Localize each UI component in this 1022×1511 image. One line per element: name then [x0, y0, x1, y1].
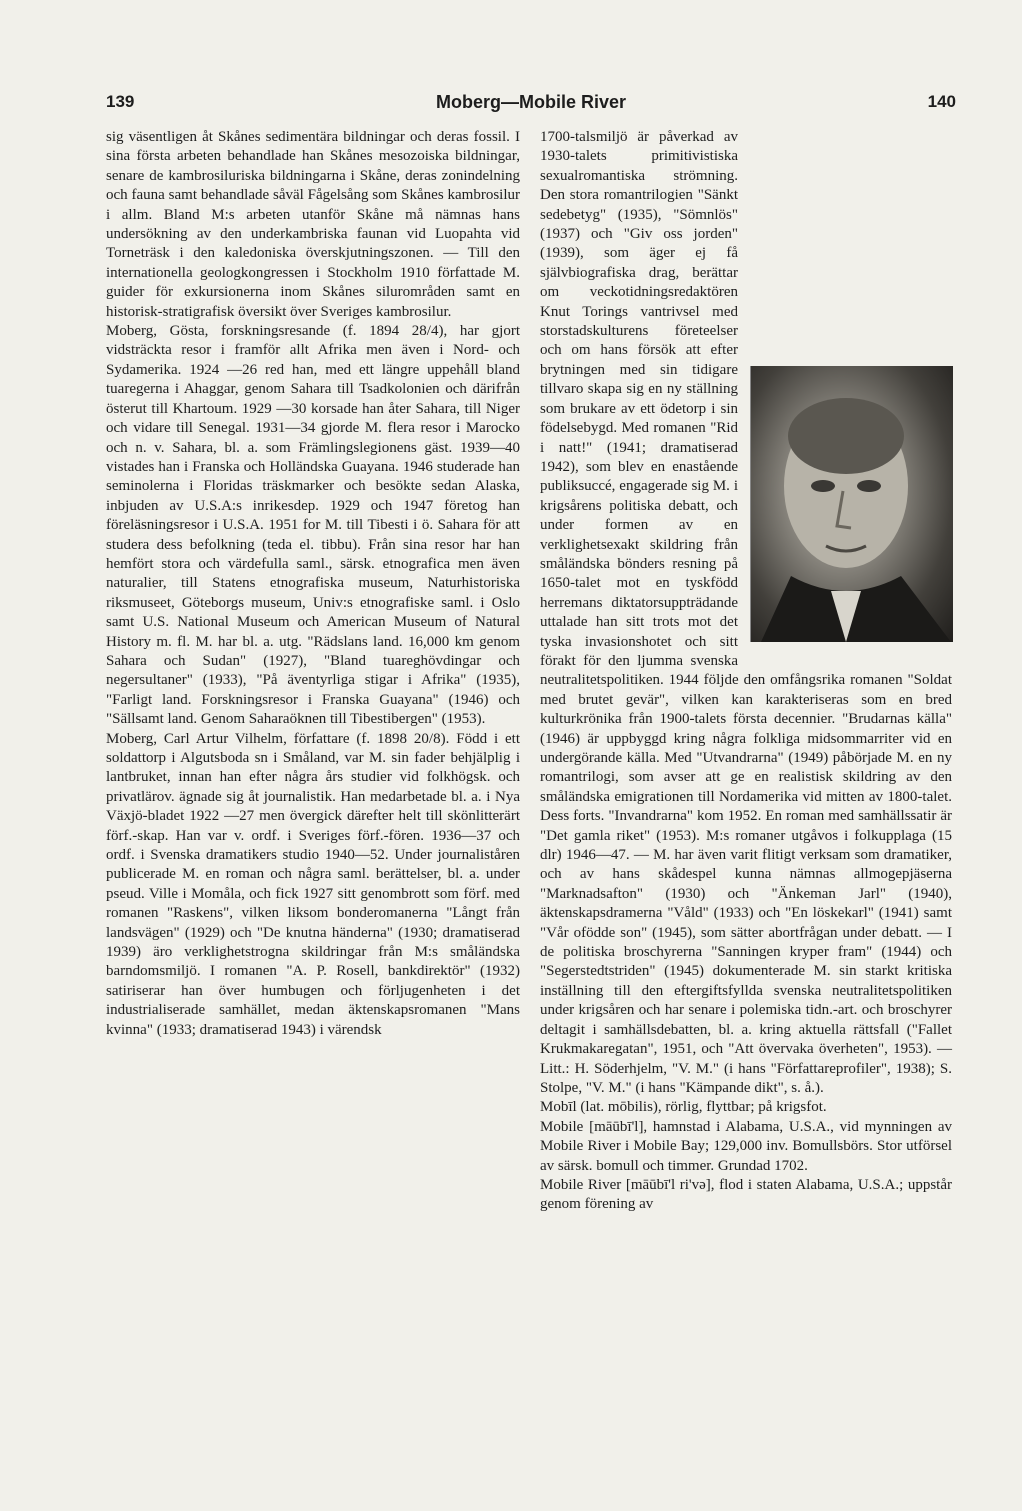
entry-mobil: Mobīl (lat. mōbilis), rörlig, flyttbar; på krigsfot.: [540, 1099, 827, 1116]
left-column: [106, 128, 520, 1040]
entry-moberg-gosta: Moberg, Gösta, forskningsresande (f. 1894 28/4), har gjort vidsträckta resor i framför allt Afrika men även i Nord- och Sydamerika. 1924 —26 red han, med ett längre uppehåll bland tuaregerna i Ahaggar, genom Sahara till Tsadkolonien och därifrån österut till Khartoum. 1929 —30 korsade han åter Sahara, till Niger och vidare till Senegal. 1931—34 gjorde M. flera resor i Marocko och n. v. Sahara, bl. a. som Främlingslegionens gäst. 1939—40 vistades han i Franska och Holländska Guayana. 1946 studerade han seminolerna i Floridas träskmarker och besökte sedan Alaska, inbjuden av U.S.A:s inrikesdep. 1929 och 1947 företog han föreläsningsresor i U.S.A. 1951 for M. till Tibesti i ö. Sahara för att studera dess befolkning (teda el. tibbu). Från sina resor har han hemfört stora och värdefulla saml., särsk. etnografica men även naturalier, till Statens etnografiska museum, Naturhistoriska riksmuseet, Göteborgs museum, Univ:s etnografiske saml. i Oslo samt U.S. National Museum och American Museum of Natural History m. fl. M. har bl. a. utg. "Rädslans land. 16,000 km genom Sahara och Sudan" (1927), "Bland tuareghövdingar och negersultaner" (1933), "På äventyrliga stigar i Afrika" (1935), "Farligt land. Forskningsresor i Franska Guayana" (1946) och "Sällsamt land. Genom Saharaöknen till Tibestibergen" (1953).: [106, 323, 520, 728]
paragraph: 1700-talsmiljö är påverkad av 1930-talets primitivistiska sexualromantiska strömning. Den stora romantrilogien "Sänkt sedebetyg" (1935), "Sömnlös" (1937) och "Giv oss jorden" (1939), som äger ej få självbiografiska drag, berättar om veckotidningsredaktören Knut Torings vantrivsel med storstadskulturens företeelser och om hans försök att efter brytningen med sin tidigare tillvaro skapa sig en ny ställning som brukare av ett ödetorp i sin födelsebygd. Med romanen "Rid i natt!" (1941; dramatiserad 1942), som blev en enastående publiksuccé, engagerade sig M. i krigsårens politiska debatt, och under formen av en verklighetsexakt skildring från småländska bönders resning på 1650-talet mot en tyskfödd herremans diktatorsuppträdande uttalade han sitt trots mot det tyska invasionshotet och sitt förakt för den ljumma svenska neutralitetspolitiken. 1944 följde den omfångsrika romanen "Soldat med brutet gevär", vilken kan karakteriseras som en bred kulturkrönika från 1900-talets första decennier. "Brudarnas källa" (1946) är uppbyggd kring några folkliga midsommarriter vid en undergörande källa. Med "Utvandrarna" (1949) påbörjade M. en ny romantrilogi, som avser att ge en realistisk skildring av den småländska emigrationen till Nordamerika vid mitten av 1800-talet. Dess forts. "Invandrarna" kom 1952. En roman med samhällssatir är "Det gamla riket" (1953). M:s romaner utgåvos i folkupplaga (15 dlr) 1946—47. — M. har även varit flitigt verksam som dramatiker, och av hans skådespel kunna nämnas allmogepjäserna "Marknadsafton" (1930) och "Änkeman Jarl" (1940), äktenskapsdramerna "Våld" (1933) och "En löskekarl" (1941) samt "Vår ofödde son" (1945), som sätter abortfrågan under debatt. — I de politiska broschyrerna "Sanningen kryper fram" (1944) och "Segerstedtstriden" (1945) dokumenterade M. sin starkt kritiska inställning till den eftergiftsfyllda svenska neutralitetspolitiken under krigsåren och har senare i polemiska tidn.-art. och broschyrer deltagit i samhällsdebatten, bl. a. kring aktuella rättsfall ("Fallet Krukmakaregatan", 1951, och "Att övervaka överheten", 1953). — Litt.: H. Söderhjelm, "V. M." (i hans "Författareprofiler", 1938); S. Stolpe, "V. M." (i hans "Kämpande dikt", s. å.).: [540, 129, 952, 1096]
portrait-photo: [750, 366, 953, 642]
portrait-icon: [751, 366, 953, 642]
paragraph: sig väsentligen åt Skånes sedimentära bildningar och deras fossil. I sina första arbeten behandlade han Skånes mesozoiska bildningar, senare de kambrosiluriska bildningarna i Skåne, deras zonindelning och fauna samt behandlade såväl Fågelsång som Skånes kambrosilur i allm. Bland M:s arbeten utanför Skåne må nämnas hans undersökning av den underkambriska faunan vid Luopahta vid Torneträsk i den kaledoniska överskjutningszonen. — Till den internationella geologkongressen i Stockholm 1910 författade M. guider för exkursionerna inom Skånes silurområden samt en historisk-stratigrafisk översikt över Sveriges kambrosilur.: [106, 129, 520, 320]
right-page-number: 140: [927, 92, 956, 111]
entry-mobile-river: Mobile River [māūbī'l ri'və], flod i staten Alabama, U.S.A.; uppstår genom förening av: [540, 1176, 952, 1213]
running-title: Moberg—Mobile River: [435, 92, 627, 112]
left-page-number: 139: [106, 92, 135, 111]
page-header: [106, 92, 956, 116]
entry-moberg-vilhelm: Moberg, Carl Artur Vilhelm, författare (f. 1898 20/8). Född i ett soldattorp i Algutsboda sn i Småland, var M. sin fader behjälplig i lantbruket, innan han efter några års studier vid folkhögsk. och privatlärov. ägnade sig åt journalistik. Han medarbetade bl. a. i Nya Växjö-bladet 1922 —27 men övergick därefter helt till skönlitterärt förf.-skap. Han var v. ordf. i Sveriges förf.-fören. 1936—37 och ordf. i Svenska dramatikers studio 1940—52. Under journaliståren publicerade M. en roman och några saml. berättelser, bl. a. under pseud. Ville i Momåla, och fick 1927 sitt genombrott som förf. med romanen "Raskens", vilken liksom bonderomanerna "Långt från landsvägen" (1929) och "De knutna händerna" (1930; dramatiserad 1939) äro verklighetstrogna skildringar från M:s småländska barndomsmiljö. I romanen "A. P. Rosell, bankdirektör" (1932) satiriserar han över humbugen och förljugenheten i det industrialiserade samhället, medan äktenskapsromanen "Mans kvinna" (1933; dramatiserad 1943) i värendsk: [106, 730, 520, 1038]
right-column: [540, 128, 952, 1215]
entry-mobile: Mobile [māūbī'l], hamnstad i Alabama, U.S.A., vid mynningen av Mobile River i Mobile Bay; 129,000 inv. Bomullsbörs. Stor utförsel av särsk. bomull och timmer. Grundad 1702.: [540, 1118, 952, 1174]
